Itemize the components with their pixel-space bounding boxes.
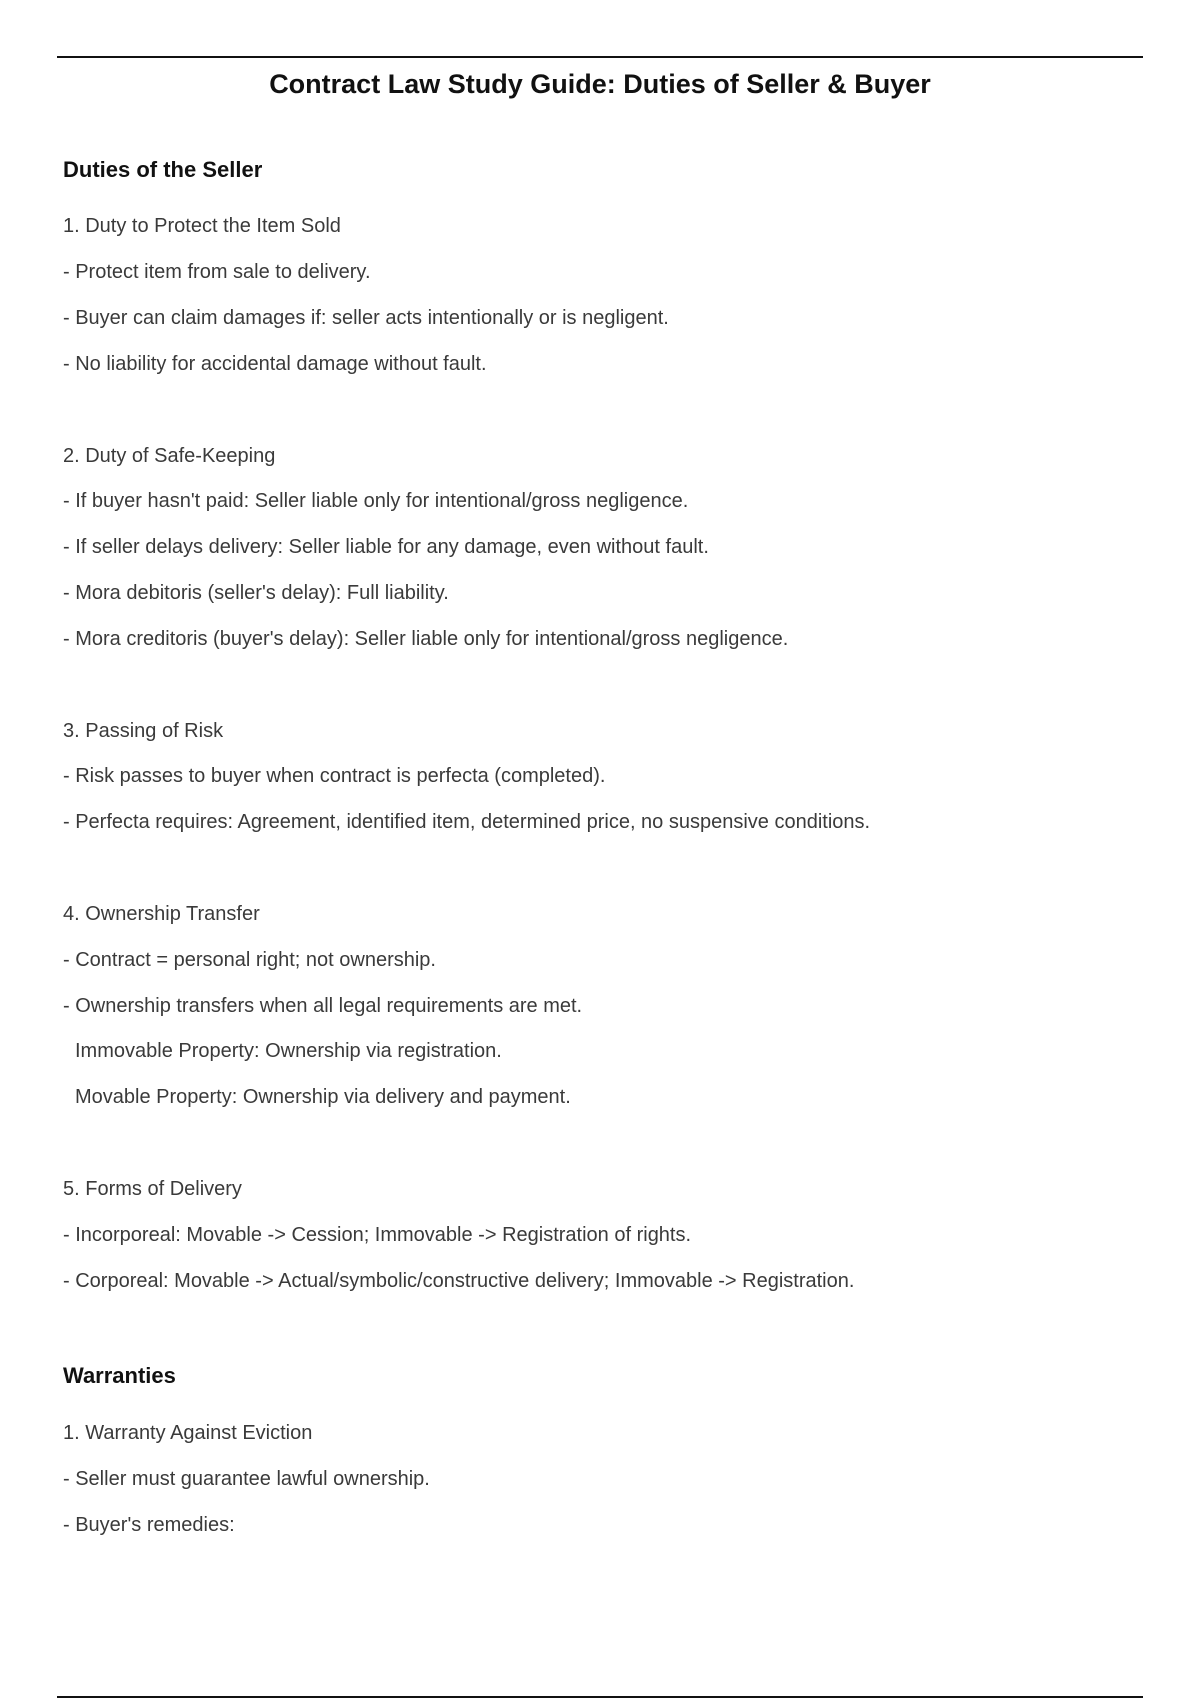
- section-heading-seller-duties: Duties of the Seller: [63, 157, 263, 182]
- bullet-line: - Risk passes to buyer when contract is perfecta (completed).: [63, 765, 606, 787]
- item-heading-safe-keeping: 2. Duty of Safe-Keeping: [63, 445, 276, 467]
- bullet-line: - Seller must guarantee lawful ownership.: [63, 1468, 430, 1490]
- bullet-line: - Buyer can claim damages if: seller acts intentionally or is negligent.: [63, 307, 669, 329]
- bullet-line: - Mora creditoris (buyer's delay): Seller liable only for intentional/gross negligence.: [63, 628, 789, 650]
- bullet-line: - If buyer hasn't paid: Seller liable only for intentional/gross negligence.: [63, 490, 689, 512]
- bullet-line: - Incorporeal: Movable -> Cession; Immovable -> Registration of rights.: [63, 1224, 692, 1246]
- item-heading-passing-of-risk: 3. Passing of Risk: [63, 720, 224, 742]
- bullet-line: - Ownership transfers when all legal requirements are met.: [63, 995, 583, 1017]
- bullet-line: - Contract = personal right; not ownership.: [63, 949, 436, 971]
- bullet-line: - Protect item from sale to delivery.: [63, 261, 371, 283]
- bullet-line: - Perfecta requires: Agreement, identified item, determined price, no suspensive conditions.: [63, 811, 871, 833]
- bullet-line: - Buyer's remedies:: [63, 1514, 235, 1536]
- item-heading-ownership-transfer: 4. Ownership Transfer: [63, 903, 260, 925]
- bottom-rule: [57, 1696, 1143, 1698]
- document-title: Contract Law Study Guide: Duties of Seller & Buyer: [269, 69, 931, 99]
- top-rule: [57, 56, 1143, 58]
- item-heading-warranty-eviction: 1. Warranty Against Eviction: [63, 1422, 313, 1444]
- bullet-line: - If seller delays delivery: Seller liable for any damage, even without fault.: [63, 536, 709, 558]
- bullet-line: - Mora debitoris (seller's delay): Full liability.: [63, 582, 449, 604]
- item-heading-forms-of-delivery: 5. Forms of Delivery: [63, 1178, 242, 1200]
- bullet-line: - No liability for accidental damage without fault.: [63, 353, 487, 375]
- bullet-line: - Corporeal: Movable -> Actual/symbolic/constructive delivery; Immovable -> Registration.: [63, 1270, 855, 1292]
- section-heading-warranties: Warranties: [63, 1363, 176, 1388]
- sub-line: Movable Property: Ownership via delivery and payment.: [75, 1086, 571, 1108]
- sub-line: Immovable Property: Ownership via registration.: [75, 1040, 502, 1062]
- item-heading-protect: 1. Duty to Protect the Item Sold: [63, 215, 341, 237]
